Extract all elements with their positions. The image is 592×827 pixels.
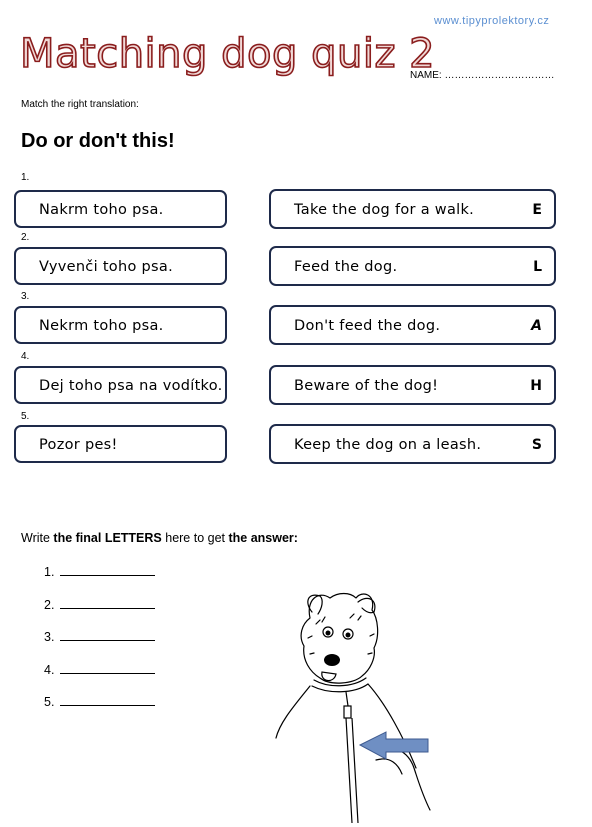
english-phrase-box [269,189,556,229]
answer-number: 3. [44,630,55,644]
answer-lines [44,563,155,726]
answer-number: 2. [44,597,55,612]
blank-line[interactable] [60,693,155,706]
item-number: 4. [21,351,30,362]
english-phrase: Beware of the dog! [294,378,439,394]
english-phrase: Keep the dog on a leash. [294,437,482,453]
worksheet-title: Matching dog quiz 2 [20,31,436,77]
blank-line[interactable] [60,661,155,674]
answer-line[interactable] [44,596,155,629]
section-heading: Do or don't this! [21,130,175,152]
english-phrase-box [269,246,556,286]
blank-line[interactable] [60,628,155,641]
item-number: 1. [21,172,30,183]
english-phrase: Don't feed the dog. [294,318,441,334]
answer-instruction [21,531,298,545]
english-phrase-box [269,424,556,464]
answer-number: 4. [44,662,55,677]
answer-line[interactable] [44,628,155,661]
prompt-bold: the final LETTERS [53,531,162,545]
prompt-bold: the answer: [228,531,298,545]
czech-phrase: Dej toho psa na vodítko. [39,378,223,394]
dog-on-leash-illustration [258,588,458,823]
item-number: 5. [21,411,30,422]
english-phrase: Feed the dog. [294,259,398,275]
instruction-text: Match the right translation: [21,99,139,110]
answer-letter: A [531,318,542,334]
czech-phrase-box [14,247,227,285]
english-phrase-box [269,305,556,345]
item-number: 2. [21,232,30,243]
czech-phrase: Nakrm toho psa. [39,202,164,218]
answer-letter: E [532,202,542,218]
answer-letter: S [531,437,542,453]
czech-phrase-box [14,190,227,228]
prompt-part: Write [21,531,54,545]
answer-number: 5. [44,695,55,709]
answer-line[interactable] [44,693,155,726]
czech-phrase: Vyvenči toho psa. [39,259,173,275]
czech-phrase-box [14,366,227,404]
czech-phrase-box [14,306,227,344]
english-phrase: Take the dog for a walk. [294,202,475,218]
answer-letter: H [530,378,542,394]
czech-phrase: Pozor pes! [39,437,118,453]
answer-number: 1. [44,565,55,579]
czech-phrase-box [14,425,227,463]
name-field-label: NAME: …………………………… [410,70,555,81]
site-url: www.tipyprolektory.cz [434,15,550,27]
answer-letter: L [533,259,542,275]
english-phrase-box [269,365,556,405]
blank-line[interactable] [60,563,155,576]
item-number: 3. [21,291,30,302]
answer-line[interactable] [44,661,155,694]
answer-line[interactable] [44,563,155,596]
blank-line[interactable] [60,596,155,609]
czech-phrase: Nekrm toho psa. [39,318,164,334]
prompt-part: here to get [161,531,229,545]
